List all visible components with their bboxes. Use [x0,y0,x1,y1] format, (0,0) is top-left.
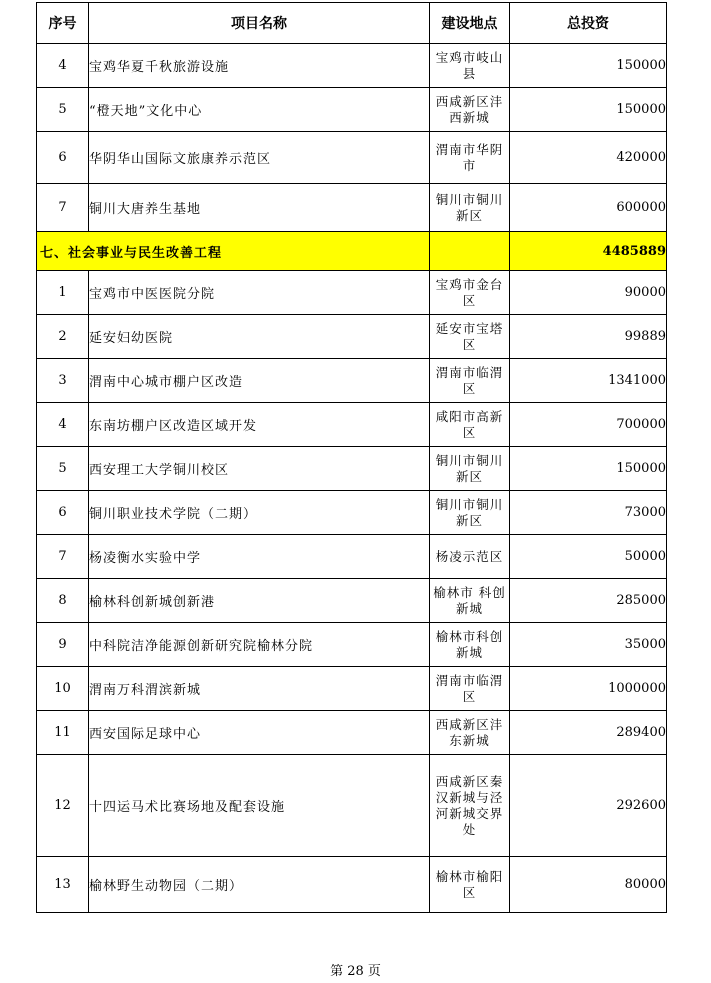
row-investment: 150000 [510,447,667,491]
row-investment: 73000 [510,491,667,535]
row-name: 中科院洁净能源创新研究院榆林分院 [89,623,430,667]
row-investment: 600000 [510,184,667,232]
row-investment: 150000 [510,44,667,88]
row-location: 杨凌示范区 [430,535,510,579]
table-row [37,447,667,491]
row-location: 宝鸡市岐山县 [430,44,510,88]
table-row [37,88,667,132]
row-investment: 150000 [510,88,667,132]
row-investment: 99889 [510,315,667,359]
table-row [37,711,667,755]
table-row [37,184,667,232]
table-row [37,132,667,184]
row-no: 6 [37,491,89,535]
row-name: 榆林科创新城创新港 [89,579,430,623]
row-location: 宝鸡市金台区 [430,271,510,315]
table-row [37,44,667,88]
table-row [37,403,667,447]
row-location: 渭南市临渭区 [430,667,510,711]
row-no: 13 [37,857,89,913]
row-location: 西咸新区秦汉新城与泾河新城交界处 [430,755,510,857]
row-location: 延安市宝塔区 [430,315,510,359]
row-no: 9 [37,623,89,667]
section-location-empty [430,232,510,271]
row-no: 11 [37,711,89,755]
row-location: 榆林市科创新城 [430,623,510,667]
header-investment: 总投资 [510,3,667,44]
row-investment: 35000 [510,623,667,667]
row-name: 宝鸡华夏千秋旅游设施 [89,44,430,88]
row-no: 4 [37,403,89,447]
section-title: 七、社会事业与民生改善工程 [37,232,430,271]
row-no: 7 [37,184,89,232]
row-name: 榆林野生动物园（二期） [89,857,430,913]
row-location: 咸阳市高新区 [430,403,510,447]
row-name: 十四运马术比赛场地及配套设施 [89,755,430,857]
row-investment: 1000000 [510,667,667,711]
table-row [37,491,667,535]
table-row [37,667,667,711]
row-no: 6 [37,132,89,184]
row-name: 延安妇幼医院 [89,315,430,359]
header-location: 建设地点 [430,3,510,44]
row-name: 铜川大唐养生基地 [89,184,430,232]
table-row [37,857,667,913]
row-no: 2 [37,315,89,359]
row-no: 3 [37,359,89,403]
table-row [37,755,667,857]
row-investment: 1341000 [510,359,667,403]
row-name: 东南坊棚户区改造区域开发 [89,403,430,447]
row-no: 4 [37,44,89,88]
row-investment: 50000 [510,535,667,579]
row-investment: 90000 [510,271,667,315]
row-no: 5 [37,88,89,132]
row-location: 渭南市华阴市 [430,132,510,184]
row-name: 宝鸡市中医医院分院 [89,271,430,315]
table-row [37,315,667,359]
row-investment: 289400 [510,711,667,755]
row-name: “橙天地”文化中心 [89,88,430,132]
row-name: 西安理工大学铜川校区 [89,447,430,491]
row-name: 铜川职业技术学院（二期） [89,491,430,535]
row-no: 5 [37,447,89,491]
project-table [36,2,667,913]
row-location: 西咸新区沣东新城 [430,711,510,755]
row-location: 榆林市 科创新城 [430,579,510,623]
table-row [37,271,667,315]
section-row [37,232,667,271]
row-no: 12 [37,755,89,857]
row-location: 铜川市铜川新区 [430,491,510,535]
row-location: 榆林市榆阳区 [430,857,510,913]
row-investment: 292600 [510,755,667,857]
row-name: 西安国际足球中心 [89,711,430,755]
row-investment: 420000 [510,132,667,184]
row-name: 杨凌衡水实验中学 [89,535,430,579]
table-row [37,359,667,403]
page-number: 第 28 页 [330,964,381,979]
table-row [37,535,667,579]
table-header-row [37,3,667,44]
header-no: 序号 [37,3,89,44]
row-location: 铜川市铜川新区 [430,184,510,232]
row-investment: 80000 [510,857,667,913]
row-name: 渭南中心城市棚户区改造 [89,359,430,403]
row-no: 8 [37,579,89,623]
section-investment: 4485889 [510,232,667,271]
row-name: 渭南万科渭滨新城 [89,667,430,711]
table-row [37,579,667,623]
row-investment: 285000 [510,579,667,623]
header-name: 项目名称 [89,3,430,44]
table-row [37,623,667,667]
row-location: 渭南市临渭区 [430,359,510,403]
row-investment: 700000 [510,403,667,447]
row-name: 华阴华山国际文旅康养示范区 [89,132,430,184]
row-no: 7 [37,535,89,579]
row-no: 10 [37,667,89,711]
row-location: 铜川市铜川新区 [430,447,510,491]
row-location: 西咸新区沣西新城 [430,88,510,132]
row-no: 1 [37,271,89,315]
